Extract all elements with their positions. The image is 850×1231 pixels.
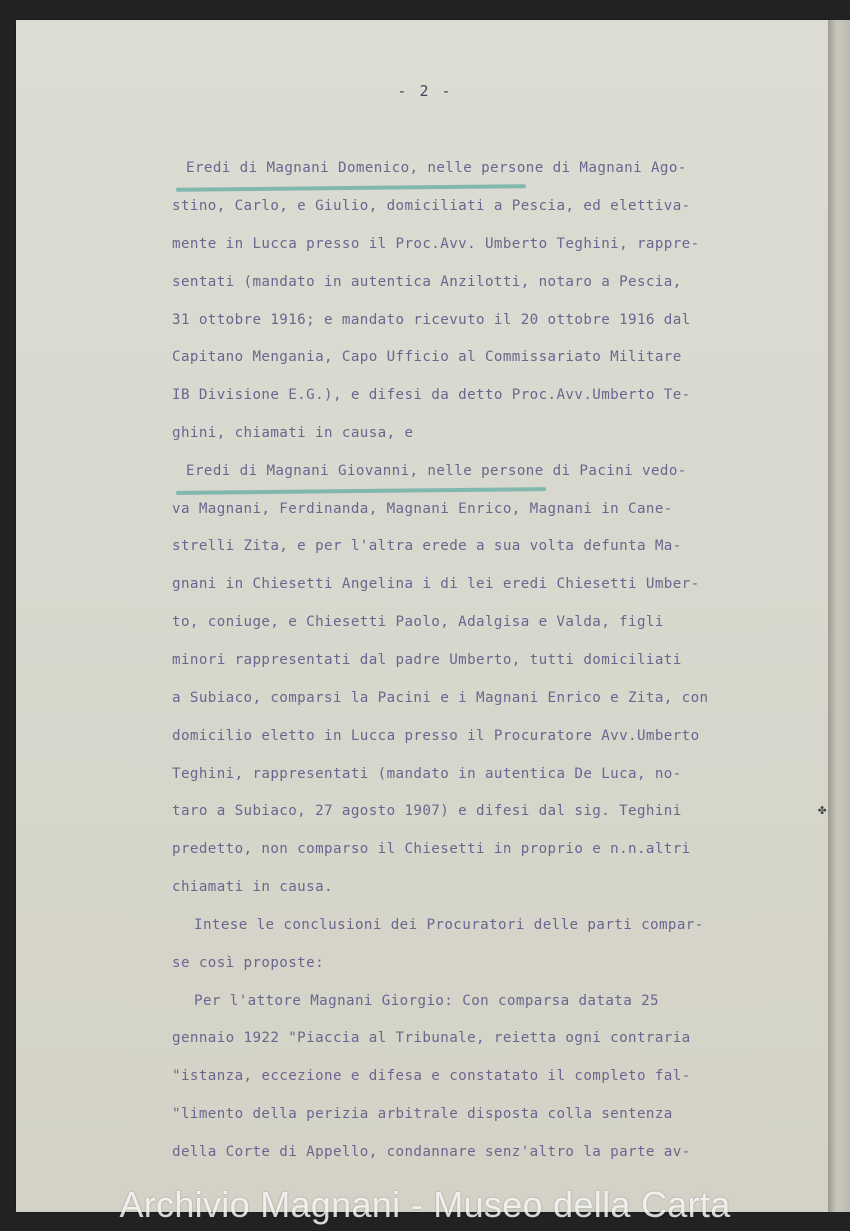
text-line: gnani in Chiesetti Angelina i di lei eredi Chiesetti Umber- — [172, 576, 700, 592]
text-line: IB Divisione E.G.), e difesi da detto Proc.Avv.Umberto Te- — [172, 387, 691, 403]
text-line: ghini, chiamati in causa, e — [172, 425, 414, 441]
text-line: chiamati in causa. — [172, 879, 333, 895]
text-line: Capitano Mengania, Capo Ufficio al Commissariato Militare — [172, 349, 682, 365]
next-page-edge — [828, 20, 850, 1212]
margin-mark-icon: ✤ — [818, 802, 827, 818]
archive-watermark: Archivio Magnani - Museo della Carta — [119, 1184, 731, 1225]
text-line: "limento della perizia arbitrale disposta colla sentenza — [172, 1106, 673, 1122]
text-line: a Subiaco, comparsi la Pacini e i Magnani Enrico e Zita, con — [172, 690, 709, 706]
text-line: "istanza, eccezione e difesa e constatato il completo fal- — [172, 1068, 691, 1084]
text-line: 31 ottobre 1916; e mandato ricevuto il 20 ottobre 1916 dal — [172, 312, 691, 328]
text-line: gennaio 1922 "Piaccia al Tribunale, reietta ogni contraria — [172, 1030, 691, 1046]
text-line: Per l'attore Magnani Giorgio: Con comparsa datata 25 — [194, 993, 659, 1009]
text-line: domicilio eletto in Lucca presso il Procuratore Avv.Umberto — [172, 728, 700, 744]
text-line: strelli Zita, e per l'altra erede a sua volta defunta Ma- — [172, 538, 682, 554]
text-line: Eredi di Magnani Giovanni, nelle persone di Pacini vedo- — [186, 463, 687, 479]
text-line: minori rappresentati dal padre Umberto, tutti domiciliati — [172, 652, 682, 668]
text-line: Eredi di Magnani Domenico, nelle persone di Magnani Ago- — [186, 160, 687, 176]
text-line: to, coniuge, e Chiesetti Paolo, Adalgisa e Valda, figli — [172, 614, 664, 630]
text-line: stino, Carlo, e Giulio, domiciliati a Pescia, ed elettiva- — [172, 198, 691, 214]
text-line: predetto, non comparso il Chiesetti in proprio e n.n.altri — [172, 841, 691, 857]
text-line: taro a Subiaco, 27 agosto 1907) e difesi dal sig. Teghini — [172, 803, 682, 819]
text-line: sentati (mandato in autentica Anzilotti, notaro a Pescia, — [172, 274, 682, 290]
text-line: se così proposte: — [172, 955, 325, 971]
text-line: Teghini, rappresentati (mandato in autentica De Luca, no- — [172, 766, 682, 782]
text-line: va Magnani, Ferdinanda, Magnani Enrico, Magnani in Cane- — [172, 501, 673, 517]
page-number: - 2 - — [397, 82, 453, 100]
text-line: Intese le conclusioni dei Procuratori delle parti compar- — [194, 917, 704, 933]
text-line: mente in Lucca presso il Proc.Avv. Umberto Teghini, rappre- — [172, 236, 700, 252]
text-line: della Corte di Appello, condannare senz'altro la parte av- — [172, 1144, 691, 1160]
